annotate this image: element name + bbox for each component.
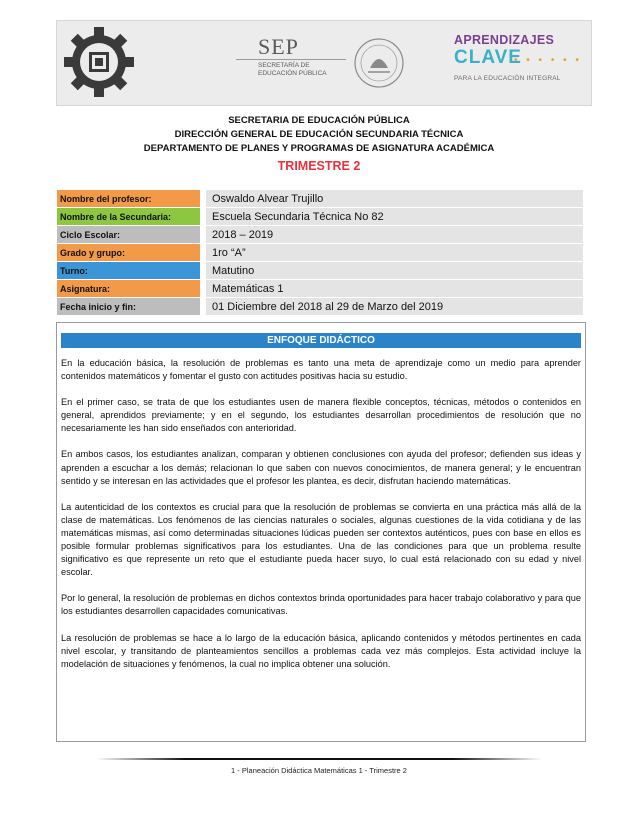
national-seal-icon	[350, 36, 408, 90]
sep-logo	[230, 34, 420, 90]
info-label: Nombre de la Secundaria:	[57, 208, 201, 226]
title-line-1: SECRETARIA DE EDUCACIÓN PÚBLICA	[228, 115, 410, 126]
document-titles	[0, 114, 638, 175]
info-label: Asignatura:	[57, 280, 201, 298]
dgest-gear-logo	[62, 25, 136, 99]
enfoque-paragraph: Por lo general, la resolución de problemas en dichos contextos brinda oportunidades para hacer trabajo colaborativo y para que los estudiantes desarrollen capacidades comunicativas.	[61, 593, 581, 617]
info-value: Escuela Secundaria Técnica No 82	[206, 208, 584, 226]
info-value: Matutino	[206, 262, 584, 280]
enfoque-paragraph: La resolución de problemas se hace a lo largo de la educación básica, aplicando contenidos y métodos pertinentes en cada nivel escolar, y transitando de planteamientos sencillos a problemas cada vez más complejos. Esta actividad incluye la modelación de situaciones y fenómenos, la cual no implica obtener una solución.	[61, 632, 581, 669]
info-row	[57, 298, 584, 316]
info-label: Ciclo Escolar:	[57, 226, 201, 244]
info-row	[57, 190, 584, 208]
sep-divider	[236, 59, 346, 60]
sep-subtitle: SECRETARÍA DE EDUCACIÓN PÚBLICA	[258, 62, 327, 77]
enfoque-section	[56, 322, 586, 742]
title-line-3: DEPARTAMENTO DE PLANES Y PROGRAMAS DE ASIGNATURA ACADÉMICA	[143, 143, 495, 154]
info-value: Matemáticas 1	[206, 280, 584, 298]
ac-subtitle: PARA LA EDUCACIÓN INTEGRAL	[454, 75, 561, 82]
info-label: Grado y grupo:	[57, 244, 201, 262]
page-footer: 1 - Planeación Didáctica Matemáticas 1 - Trimestre 2	[231, 766, 407, 775]
info-value: Oswaldo Alvear Trujillo	[206, 190, 584, 208]
info-value: 1ro “A”	[206, 244, 584, 262]
info-row	[57, 280, 584, 298]
enfoque-paragraph: En el primer caso, se trata de que los estudiantes usen de manera flexible conceptos, técnicas, métodos o contenidos en general, aprendidos previamente; y en el segundo, los estudiantes desarrollan procedimientos de resolución que no necesariamente les han sido enseñados con anterioridad.	[61, 397, 581, 434]
aprendizajes-clave-logo	[454, 33, 584, 93]
info-label: Fecha inicio y fin:	[57, 298, 201, 316]
info-value: 2018 – 2019	[206, 226, 584, 244]
info-table	[56, 189, 584, 316]
enfoque-paragraph: En ambos casos, los estudiantes analizan, comparan y obtienen conclusiones con ayuda del profesor; defienden sus ideas y aprenden a escuchar a los demás; relacionan lo que saben con nuevos conocimientos, de manera general; y le encuentran sentido y se interesan en las actividades que el profesor les plantea, es decir, disfrutan haciendo matemáticas.	[61, 449, 581, 486]
ac-dots: • • • • • •	[514, 55, 582, 66]
info-row	[57, 244, 584, 262]
enfoque-body	[61, 357, 581, 684]
ac-title: APRENDIZAJES	[454, 33, 555, 47]
info-label: Turno:	[57, 262, 201, 280]
trimestre-title: TRIMESTRE 2	[277, 159, 361, 173]
ac-clave: CLAVE	[454, 47, 522, 68]
enfoque-paragraph: En la educación básica, la resolución de problemas es tanto una meta de aprendizaje como un medio para aprender contenidos matemáticos y fomentar el gusto con actitudes positivas hacia su estudio.	[61, 358, 581, 382]
info-label: Nombre del profesor:	[57, 190, 201, 208]
info-row	[57, 208, 584, 226]
info-value: 01 Diciembre del 2018 al 29 de Marzo del 2019	[206, 298, 584, 316]
title-line-2: DIRECCIÓN GENERAL DE EDUCACIÓN SECUNDARIA TÉCNICA	[174, 129, 464, 140]
info-row	[57, 262, 584, 280]
enfoque-header: ENFOQUE DIDÁCTICO	[61, 333, 581, 348]
info-row	[57, 226, 584, 244]
sep-name: SEP	[258, 34, 299, 59]
footer-divider	[96, 758, 542, 760]
enfoque-paragraph: La autenticidad de los contextos es crucial para que la resolución de problemas se convierta en una práctica más allá de la clase de matemáticas. Los fenómenos de las ciencias naturales o sociales, algunas cuestiones de la vida cotidiana y de las matemáticas mismas, así como determinadas situaciones lúdicas pueden ser contextos auténticos, pues con base en ellos es posible formular problemas significativos para los estudiantes. Una de las condiciones para que un problema resulte significativo es que represente un reto que el estudiante pueda hacer suyo, lo cual está relacionado con su edad y nivel escolar.	[61, 501, 581, 578]
